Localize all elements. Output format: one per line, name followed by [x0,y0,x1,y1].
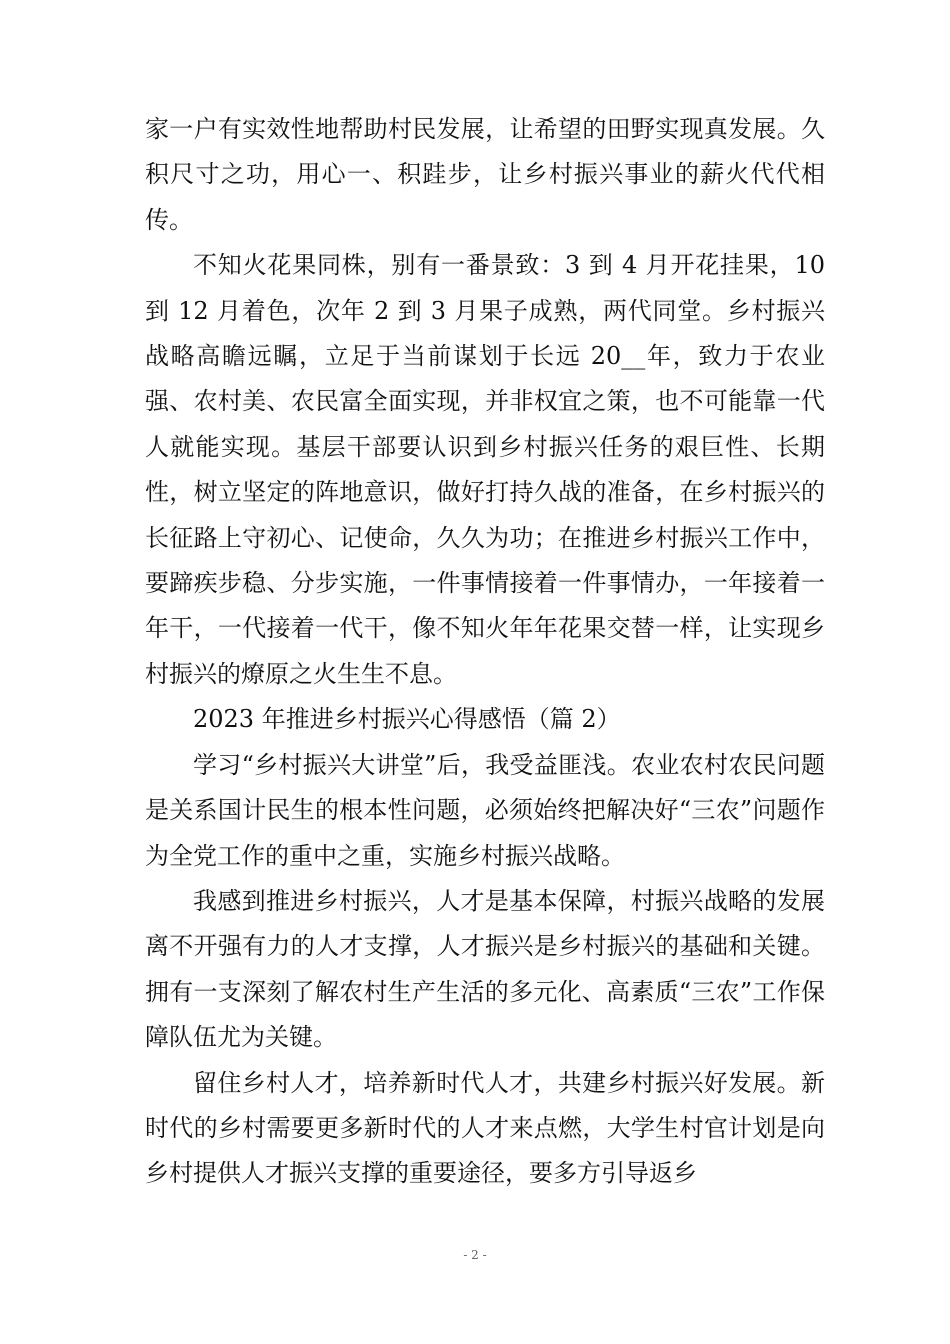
section-heading: 2023 年推进乡村振兴心得感悟（篇 2） [193,705,621,734]
paragraph-shiranui: 不知火花果同株，别有一番景致：3 到 4 月开花挂果，10 到 12 月着色，次年 2 到 3 月果子成熟，两代同堂。乡村振兴战略高瞻远瞩，立足于当前谋划于长远 20__年，致力于农业强、农村美、农民富全面实现，并非权宜之策，也不可能靠一代人就能实现。基层干部要认识到乡村振兴任务的艰巨性、长期性，树立坚定的阵地意识，做好打持久战的准备，在乡村振兴的长征路上守初心、记使命，久久为功；在推进乡村振兴工作中，要蹄疾步稳、分步实施，一件事情接着一件事情办，一年接着一年干，一代接着一代干，像不知火年年花果交替一样，让实现乡村振兴的燎原之火生生不息。 [145,251,825,688]
paragraph-talent: 我感到推进乡村振兴，人才是基本保障，村振兴战略的发展离不开强有力的人才支撑，人才振兴是乡村振兴的基础和关键。拥有一支深刻了解农村生产生活的多元化、高素质“三农”工作保障队伍尤为关键。 [145,886,825,1052]
page-number: - 2 - [463,1248,487,1262]
document-body [145,107,825,1197]
paragraph-retain-talent: 留住乡村人才，培养新时代人才，共建乡村振兴好发展。新时代的乡村需要更多新时代的人才来点燃，大学生村官计划是向乡村提供人才振兴支撑的重要途径，要多方引导返乡 [145,1068,825,1188]
paragraph-continuation: 家一户有实效性地帮助村民发展，让希望的田野实现真发展。久积尺寸之功，用心一、积跬步，让乡村振兴事业的薪火代代相传。 [145,115,825,234]
paragraph-lecture: 学习“乡村振兴大讲堂”后，我受益匪浅。农业农村农民问题是关系国计民生的根本性问题，必须始终把解决好“三农”问题作为全党工作的重中之重，实施乡村振兴战略。 [145,750,825,870]
